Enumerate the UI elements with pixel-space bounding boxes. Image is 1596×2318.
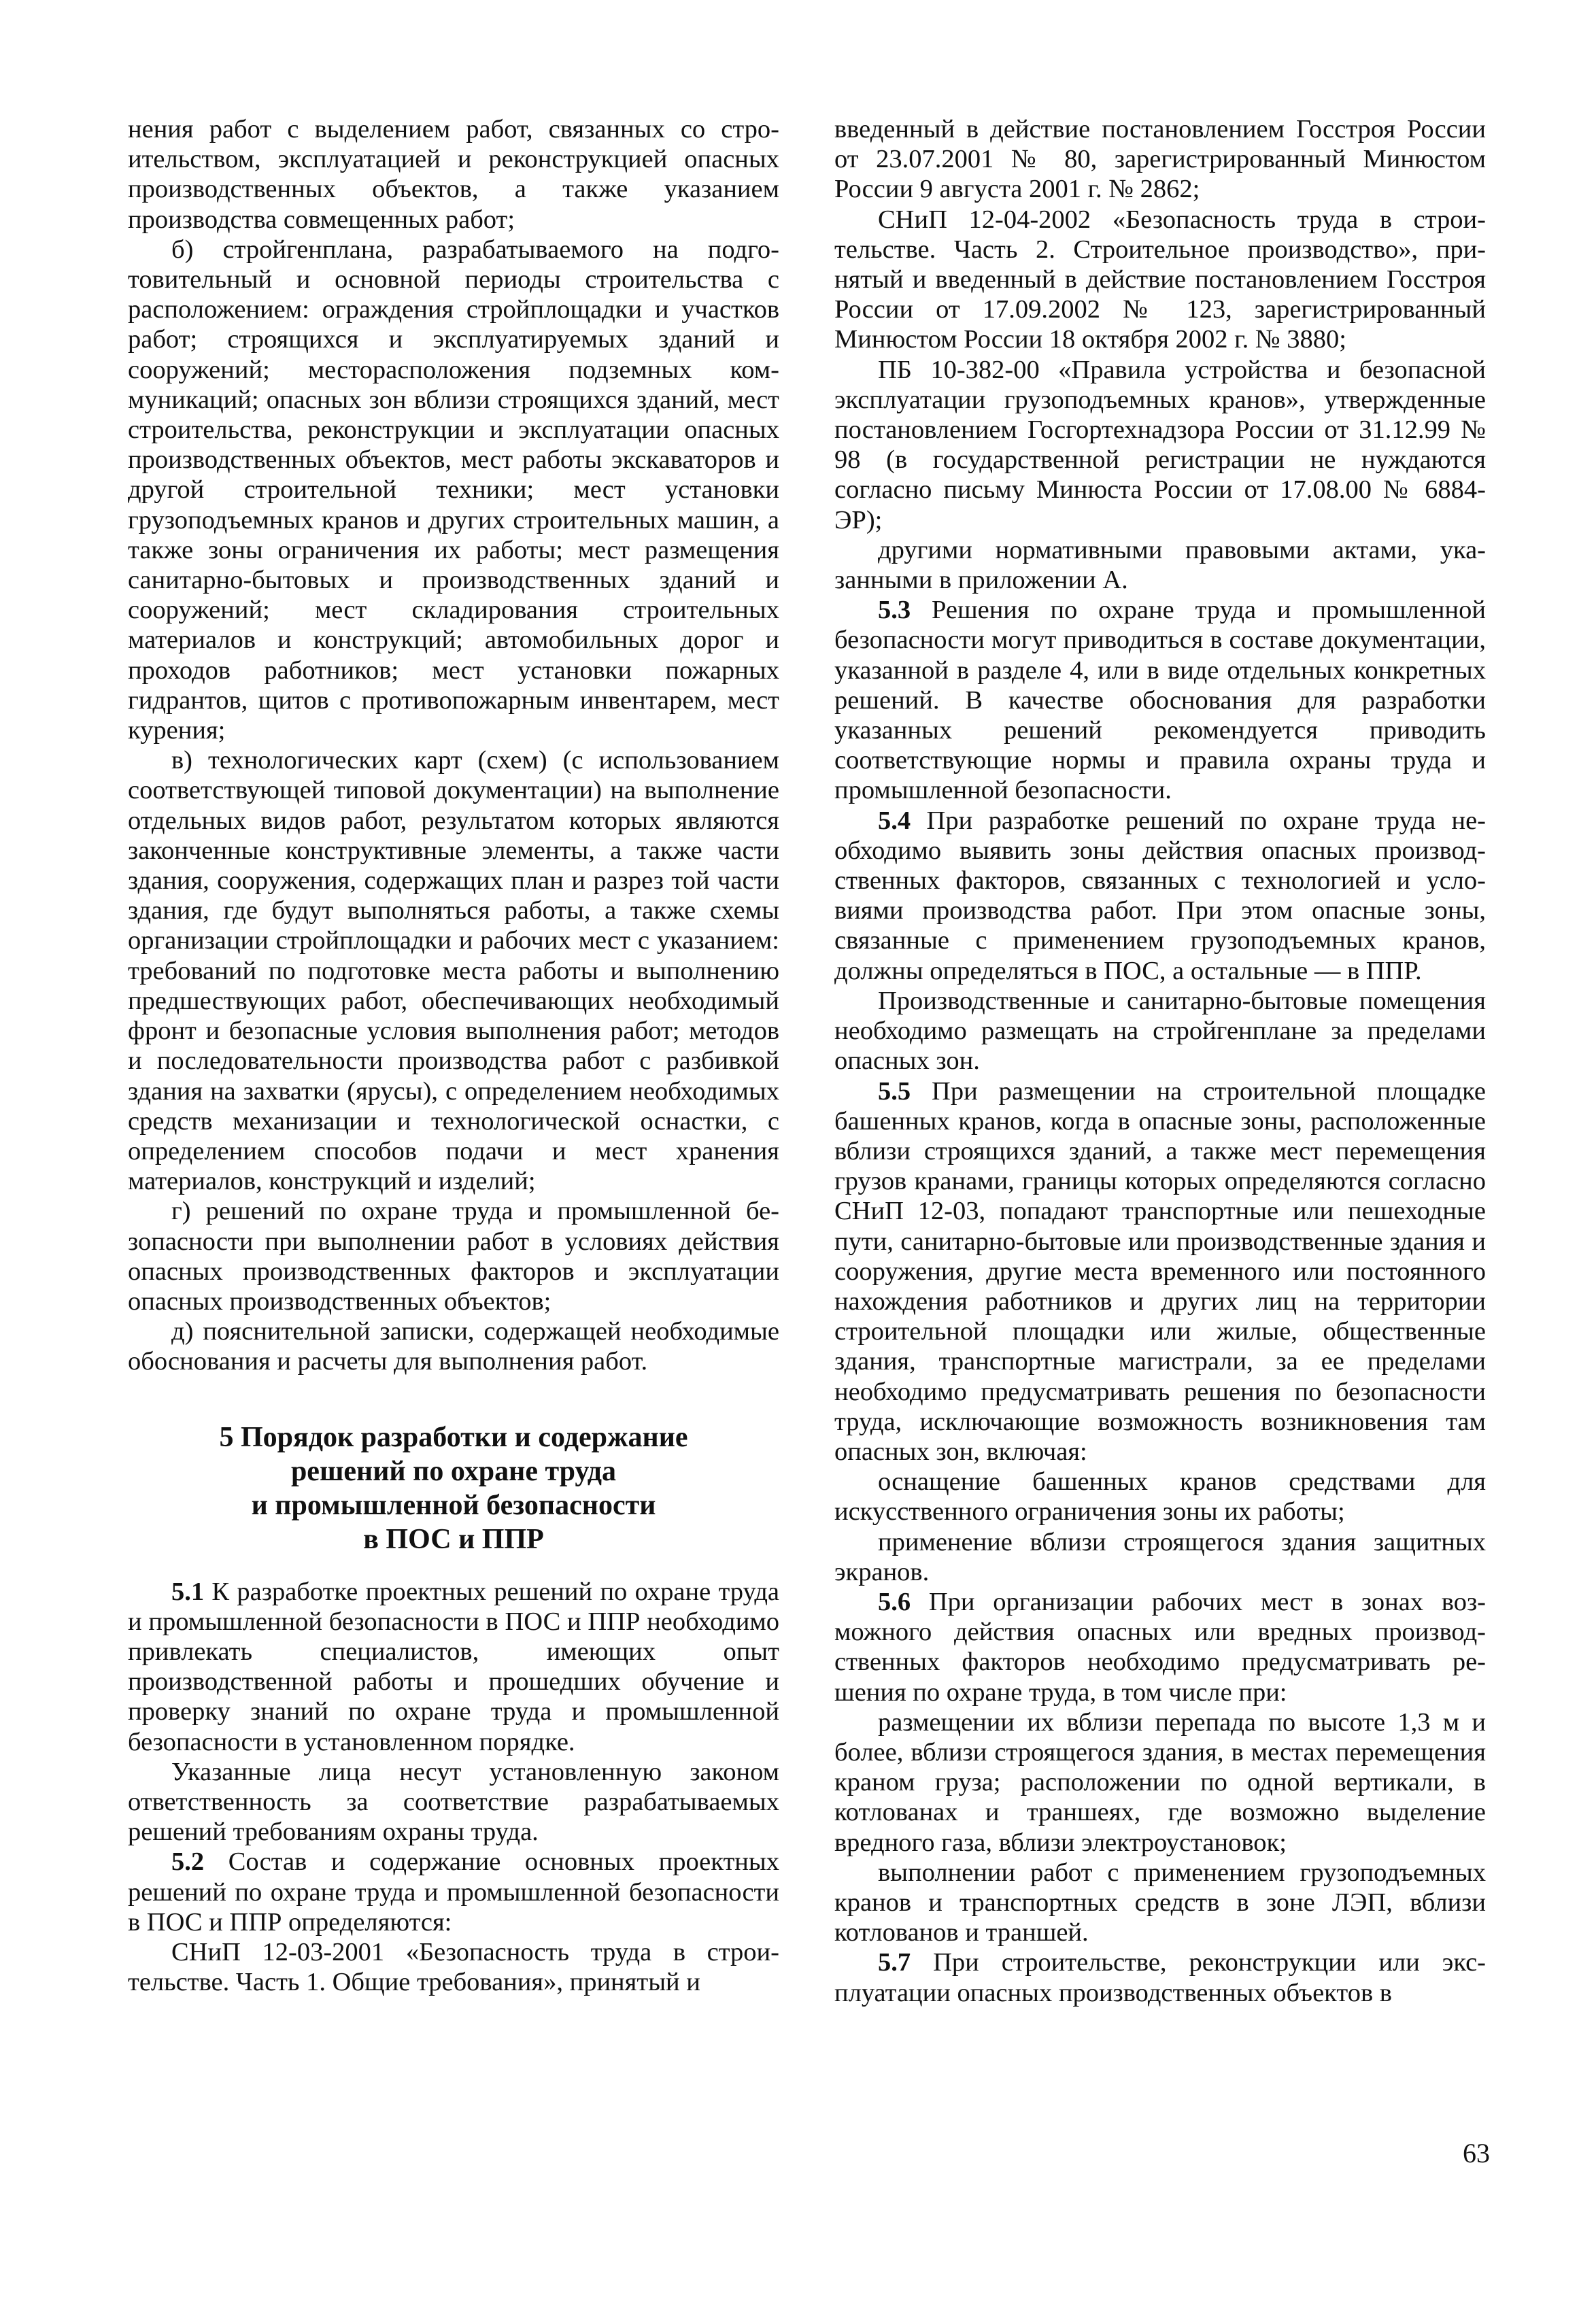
paragraph: применение вблизи строящегося здания защитных экранов. (834, 1527, 1486, 1586)
heading-line: и промышленной безопасности (251, 1489, 656, 1521)
clause-text: При строительстве, реконструкции или эксплуатации опасных производственных объектов в (834, 1948, 1486, 2007)
clause-number: 5.6 (878, 1587, 911, 1616)
right-column (834, 114, 1486, 2008)
paragraph: Указанные лица несут установленную законом ответственность за соответствие разрабатываемых решений требованиям охраны труда. (128, 1757, 779, 1847)
paragraph: в) технологических карт (схем) (с использованием соответствующей типовой документации) на выполнение отдельных видов работ, результатом которых являются законченные конструктивные элементы, а также части здания, сооружения, содержащих план и разрез той части здания, где будут выполняться работы, а также схемы организации стройплощадки и рабочих мест с указанием: требований по подготовке места работы и выполнению предшествующих работ, обеспечивающих необходимый фронт и безопасные условия выполнения работ; методов и последовательности производства работ с разбивкой здания на захватки (ярусы), с определением необходимых средств механизации и технологической оснастки, с определением способов подачи и мест хранения материалов, конструкций и изделий; (128, 746, 779, 1196)
paragraph: СНиП 12-03-2001 «Безопасность труда в строительстве. Часть 1. Общие требования», принятый и (128, 1937, 779, 1997)
paragraph: введенный в действие постановлением Госстроя России от 23.07.2001 № 80, зарегистрированный Минюстом России 9 августа 2001 г. № 2862; (834, 115, 1486, 204)
section-heading (128, 1420, 779, 1556)
heading-line: решений по охране труда (290, 1455, 617, 1487)
paragraph: нения работ с выделением работ, связанных со строительством, эксплуатацией и реконструкцией опасных производственных объектов, а также указанием производства совмещенных работ; (128, 115, 779, 234)
clause-number: 5.5 (878, 1076, 911, 1106)
clause-text: При размещении на строительной площадке башенных кранов, когда в опасные зоны, расположенные вблизи строящихся зданий, а также мест перемещения грузов кранами, границы которых определяются согласно СНиП 12-03, попадают транспортные или пешеходные пути, санитарно-бытовые или производственные здания и сооружения, другие места временного или постоянного нахождения работников и других лиц на территории строительной площадки или жилые, общественные здания, транспортные магистрали, за ее пределами необходимо предусматривать решения по безопасности труда, исключающие возможность возникновения там опасных зон, включая: (834, 1076, 1486, 1466)
paragraph: другими нормативными правовыми актами, указанными в приложении А. (834, 535, 1486, 595)
left-column (128, 114, 779, 1997)
clause-text: При организации рабочих мест в зонах возможного действия опасных или вредных производственных факторов необходимо предусматривать решения по охране труда, в том числе при: (834, 1587, 1486, 1707)
page-number: 63 (1463, 2138, 1490, 2168)
paragraph (128, 1577, 779, 1757)
clause-number: 5.1 (171, 1577, 205, 1606)
paragraph: г) решений по охране труда и промышленной безопасности при выполнении работ в условиях действия опасных производственных факторов и эксплуатации опасных производственных объектов; (128, 1197, 779, 1316)
paragraph: выполнении работ с применением грузоподъемных кранов и транспортных средств в зоне ЛЭП, вблизи котлованов и траншей. (834, 1858, 1486, 1947)
clause-text: При разработке решений по охране труда необходимо выявить зоны действия опасных производственных факторов, связанных с технологией и условиями производства работ. При этом опасные зоны, связанные с применением грузоподъемных кранов, должны определяться в ПОС, а остальные — в ППР. (834, 806, 1486, 985)
paragraph: СНиП 12-04-2002 «Безопасность труда в строительстве. Часть 2. Строительное производство», принятый и введенный в действие постановлением Госстроя России от 17.09.2002 № 123, зарегистрированный Минюстом России 18 октября 2002 г. № 3880; (834, 205, 1486, 354)
paragraph: оснащение башенных кранов средствами для искусственного ограничения зоны их работы; (834, 1467, 1486, 1527)
heading-line: в ПОС и ППР (363, 1523, 544, 1555)
paragraph: Производственные и санитарно-бытовые помещения необходимо размещать на стройгенплане за пределами опасных зон. (834, 986, 1486, 1076)
paragraph (834, 806, 1486, 986)
paragraph (834, 595, 1486, 805)
clause-text: К разработке проектных решений по охране труда и промышленной безопасности в ПОС и ППР необходимо привлекать специалистов, имеющих опыт производственной работы и прошедших обучение и проверку знаний по охране труда и промышленной безопасности в установленном порядке. (128, 1577, 779, 1756)
paragraph (834, 1076, 1486, 1467)
paragraph: д) пояснительной записки, содержащей необходимые обоснования и расчеты для выполнения работ. (128, 1317, 779, 1376)
clause-number: 5.4 (878, 806, 911, 835)
clause-number: 5.7 (878, 1948, 911, 1977)
clause-text: Решения по охране труда и промышленной безопасности могут приводиться в составе документации, указанной в разделе 4, или в виде отдельных конкретных решений. В качестве обоснования для разработки указанных решений рекомендуется приводить соответствующие нормы и правила охраны труда и промышленной безопасности. (834, 596, 1486, 805)
clause-text: Состав и содержание основных проектных решений по охране труда и промышленной безопасности в ПОС и ППР определяются: (128, 1847, 779, 1937)
paragraph: ПБ 10-382-00 «Правила устройства и безопасной эксплуатации грузоподъемных кранов», утвержденные постановлением Госгортехнадзора России от 31.12.99 № 98 (в государственной регистрации не нуждаются согласно письму Минюста России от 17.08.00 № 6884-ЭР); (834, 355, 1486, 534)
heading-line: 5 Порядок разработки и содержание (219, 1421, 688, 1453)
paragraph: б) стройгенплана, разрабатываемого на подготовительный и основной периоды строительства с расположением: ограждения стройплощадки и участков работ; строящихся и эксплуатируемых зданий и сооружений; месторасположения подземных коммуникаций; опасных зон вблизи строящихся зданий, мест строительства, реконструкции и эксплуатации опасных производственных объектов, мест работы экскаваторов и другой строительной техники; мест установки грузоподъемных кранов и других строительных машин, а также зоны ограничения их работы; мест размещения санитарно-бытовых и производственных зданий и сооружений; мест складирования строительных материалов и конструкций; автомобильных дорог и проходов работников; мест установки пожарных гидрантов, щитов с противопожарным инвентарем, мест курения; (128, 235, 779, 745)
clause-number: 5.3 (878, 596, 911, 625)
paragraph (834, 1947, 1486, 2007)
paragraph (128, 1847, 779, 1937)
paragraph (834, 1587, 1486, 1707)
clause-number: 5.2 (171, 1847, 205, 1877)
paragraph: размещении их вблизи перепада по высоте 1,3 м и более, вблизи строящегося здания, в местах перемещения краном груза; расположении по одной вертикали, в котлованах и траншеях, где возможно выделение вредного газа, вблизи электроустановок; (834, 1707, 1486, 1857)
